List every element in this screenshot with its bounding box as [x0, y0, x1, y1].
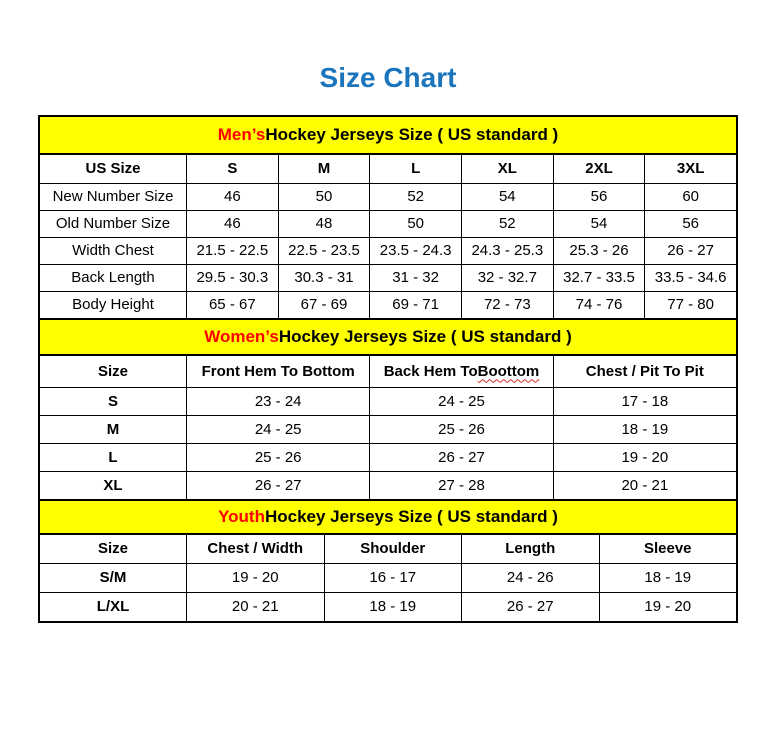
- value-cell: 29.5 - 30.3: [186, 265, 278, 291]
- value-cell: 25.3 - 26: [553, 238, 645, 264]
- value-cell: 26 - 27: [369, 444, 552, 471]
- value-cell: 18 - 19: [324, 593, 462, 621]
- mens-column-header-row: [40, 153, 736, 183]
- value-cell: 21.5 - 22.5: [186, 238, 278, 264]
- value-cell: 24 - 25: [186, 416, 369, 443]
- row-label: Old Number Size: [55, 215, 171, 233]
- value-cell: 25 - 26: [369, 416, 552, 443]
- value-cell: 56: [553, 184, 645, 210]
- table-row: [40, 210, 736, 237]
- value-cell: 65 - 67: [186, 292, 278, 318]
- value-cell: 16 - 17: [324, 564, 462, 592]
- youth-section-highlight: Youth: [218, 507, 265, 526]
- header-cell: Length: [461, 535, 599, 563]
- value-cell: 30.3 - 31: [278, 265, 370, 291]
- header-cell: M: [278, 155, 370, 183]
- header-cell: Chest / Pit To Pit: [553, 356, 736, 387]
- youth-section-title: Hockey Jerseys Size ( US standard ): [264, 507, 558, 526]
- value-cell: 67 - 69: [278, 292, 370, 318]
- table-row: [40, 592, 736, 621]
- row-label: L/XL: [96, 598, 130, 616]
- table-row: [40, 443, 736, 471]
- value-cell: 17 - 18: [553, 388, 736, 415]
- value-cell: 77 - 80: [644, 292, 736, 318]
- value-cell: 32.7 - 33.5: [553, 265, 645, 291]
- header-cell: Size: [97, 540, 128, 558]
- header-cell: Chest / Width: [186, 535, 324, 563]
- row-label: L: [108, 448, 118, 466]
- value-cell: 20 - 21: [553, 472, 736, 499]
- womens-section-highlight: Women’s: [204, 327, 279, 346]
- value-cell: 24 - 25: [369, 388, 552, 415]
- value-cell: 24 - 26: [461, 564, 599, 592]
- value-cell: 54: [553, 211, 645, 237]
- table-row: [40, 415, 736, 443]
- page-title: Size Chart: [319, 62, 457, 93]
- value-cell: 69 - 71: [369, 292, 461, 318]
- value-cell: 19 - 20: [553, 444, 736, 471]
- value-cell: 19 - 20: [186, 564, 324, 592]
- row-label: M: [106, 420, 120, 438]
- row-label: S: [107, 392, 118, 410]
- table-row: [40, 183, 736, 210]
- value-cell: 32 - 32.7: [461, 265, 553, 291]
- womens-column-header-row: [40, 354, 736, 387]
- value-cell: 50: [369, 211, 461, 237]
- header-cell: 3XL: [644, 155, 736, 183]
- value-cell: 18 - 19: [553, 416, 736, 443]
- mens-section-title: Hockey Jerseys Size ( US standard ): [265, 125, 559, 144]
- value-cell: 48: [278, 211, 370, 237]
- row-label: Width Chest: [72, 242, 154, 260]
- value-cell: 18 - 19: [599, 564, 737, 592]
- value-cell: 22.5 - 23.5: [278, 238, 370, 264]
- table-row: [40, 387, 736, 415]
- row-label: XL: [103, 476, 123, 494]
- header-cell: Front Hem To Bottom: [186, 356, 369, 387]
- value-cell: 27 - 28: [369, 472, 552, 499]
- header-cell: Shoulder: [324, 535, 462, 563]
- table-row: [40, 291, 736, 318]
- misspelled-word: Boottom: [477, 362, 540, 380]
- value-cell: 46: [186, 184, 278, 210]
- value-cell: 74 - 76: [553, 292, 645, 318]
- table-row: [40, 563, 736, 592]
- value-cell: 33.5 - 34.6: [644, 265, 736, 291]
- header-cell-text: Back Hem To: [383, 362, 478, 380]
- value-cell: 23.5 - 24.3: [369, 238, 461, 264]
- header-cell: 2XL: [553, 155, 645, 183]
- row-label: New Number Size: [52, 188, 174, 206]
- youth-section-header: [40, 499, 736, 533]
- header-cell: Sleeve: [599, 535, 737, 563]
- size-chart-table: [38, 115, 738, 623]
- header-cell: L: [369, 155, 461, 183]
- value-cell: 19 - 20: [599, 593, 737, 621]
- mens-section-header: [40, 117, 736, 153]
- row-label: Body Height: [72, 296, 154, 314]
- value-cell: 54: [461, 184, 553, 210]
- mens-section-highlight: Men’s: [217, 125, 266, 144]
- value-cell: 72 - 73: [461, 292, 553, 318]
- value-cell: 26 - 27: [186, 472, 369, 499]
- header-cell: S: [186, 155, 278, 183]
- youth-column-header-row: [40, 533, 736, 563]
- header-cell: [369, 356, 552, 387]
- womens-section-header: [40, 318, 736, 354]
- table-row: [40, 471, 736, 499]
- value-cell: 23 - 24: [186, 388, 369, 415]
- value-cell: 60: [644, 184, 736, 210]
- row-label: S/M: [99, 569, 127, 587]
- value-cell: 25 - 26: [186, 444, 369, 471]
- header-cell: XL: [461, 155, 553, 183]
- value-cell: 20 - 21: [186, 593, 324, 621]
- table-row: [40, 237, 736, 264]
- value-cell: 26 - 27: [461, 593, 599, 621]
- value-cell: 46: [186, 211, 278, 237]
- header-cell: US Size: [85, 160, 141, 178]
- value-cell: 56: [644, 211, 736, 237]
- womens-section-title: Hockey Jerseys Size ( US standard ): [278, 327, 572, 346]
- value-cell: 52: [369, 184, 461, 210]
- value-cell: 31 - 32: [369, 265, 461, 291]
- header-cell: Size: [97, 362, 128, 380]
- value-cell: 26 - 27: [644, 238, 736, 264]
- value-cell: 24.3 - 25.3: [461, 238, 553, 264]
- value-cell: 52: [461, 211, 553, 237]
- row-label: Back Length: [71, 269, 155, 287]
- value-cell: 50: [278, 184, 370, 210]
- table-row: [40, 264, 736, 291]
